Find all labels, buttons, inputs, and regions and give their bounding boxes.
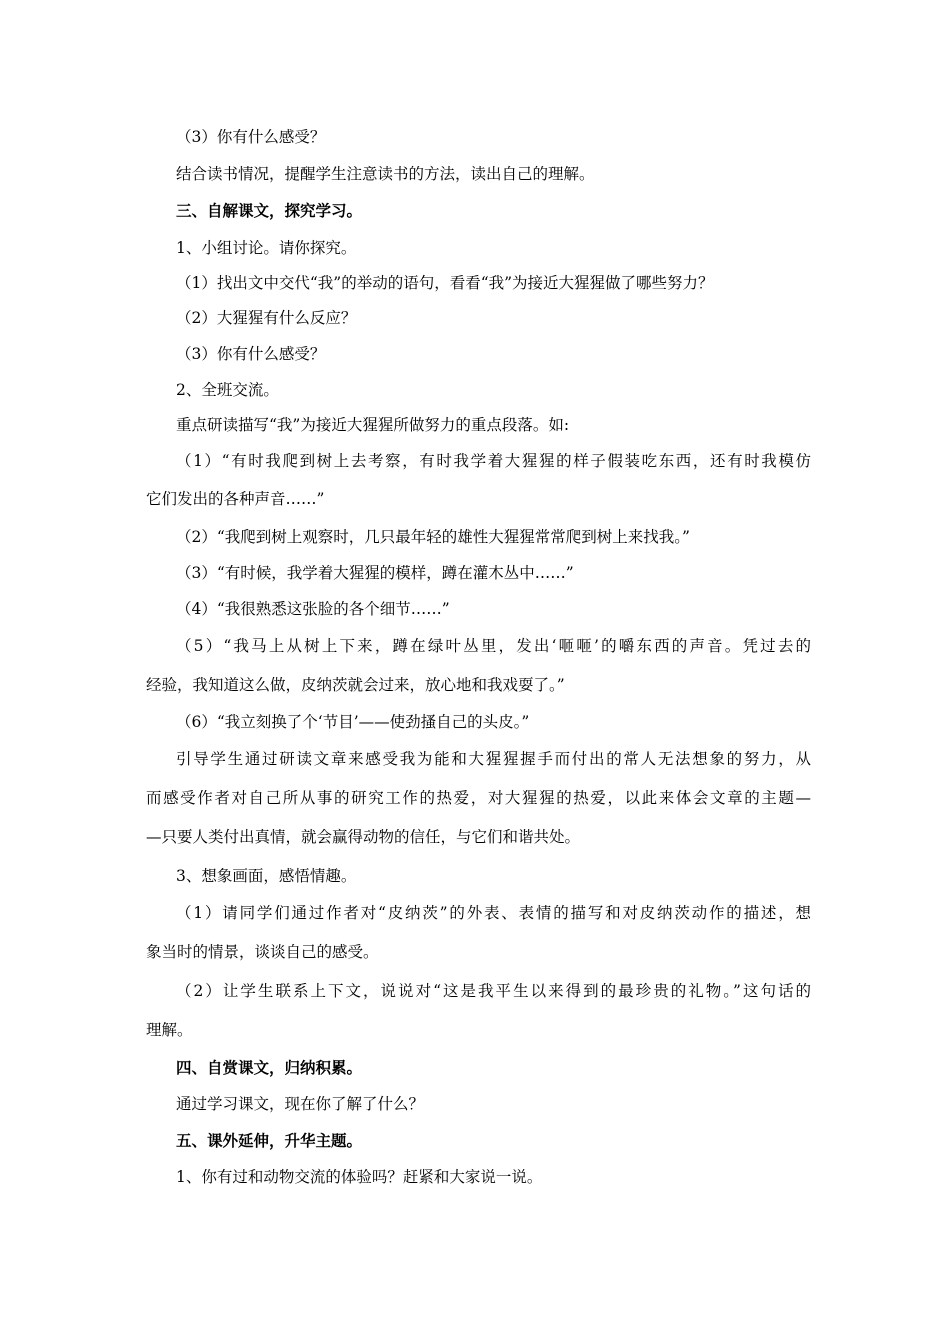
discussion-question-1: （1）找出文中交代“我”的举动的语句，看看“我”为接近大猩猩做了哪些努力？: [176, 274, 714, 292]
reading-guidance: 结合读书情况，提醒学生注意读书的方法，读出自己的理解。: [176, 165, 595, 183]
step-3-imagine: 3、想象画面，感悟情趣。: [176, 867, 357, 885]
guidance-paragraph-line-1: 引导学生通过研读文章来感受我为能和大猩猩握手而付出的常人无法想象的努力，从: [176, 750, 811, 768]
quote-1-line-2: 它们发出的各种声音……”: [146, 490, 325, 508]
imagine-item-1-line-2: 象当时的情景，谈谈自己的感受。: [146, 943, 379, 961]
discussion-question-2: （2）大猩猩有什么反应？: [176, 309, 357, 327]
quote-4: （4）“我很熟悉这张脸的各个细节……”: [176, 600, 450, 618]
imagine-item-2-line-1: （2）让学生联系上下文，说说对“这是我平生以来得到的最珍贵的礼物。”这句话的: [176, 982, 811, 1000]
guidance-paragraph-line-2: 而感受作者对自己所从事的研究工作的热爱，对大猩猩的热爱，以此来体会文章的主题—: [146, 789, 811, 807]
imagine-item-2-line-2: 理解。: [146, 1021, 193, 1039]
quote-2: （2）“我爬到树上观察时，几只最年轻的雄性大猩猩常常爬到树上来找我。”: [176, 528, 690, 546]
section-4-heading: 四、自赏课文，归纳积累。: [176, 1058, 363, 1077]
discussion-question-3: （3）你有什么感受？: [176, 345, 326, 363]
quote-5-line-2: 经验，我知道这么做，皮纳茨就会过来，放心地和我戏耍了。”: [146, 676, 565, 694]
section-5-heading: 五、课外延伸，升华主题。: [176, 1131, 363, 1150]
question-3-feeling: （3）你有什么感受？: [176, 128, 326, 146]
quote-3: （3）“有时候，我学着大猩猩的模样，蹲在灌木丛中……”: [176, 564, 574, 582]
section-4-question: 通过学习课文，现在你了解了什么？: [176, 1095, 425, 1113]
step-2-class-exchange: 2、全班交流。: [176, 381, 279, 399]
quote-1-line-1: （1）“有时我爬到树上去考察，有时我学着大猩猩的样子假装吃东西，还有时我模仿: [176, 452, 811, 470]
section-5-item-1: 1、你有过和动物交流的体验吗？赶紧和大家说一说。: [176, 1168, 543, 1186]
guidance-paragraph-line-3: —只要人类付出真情，就会赢得动物的信任，与它们和谐共处。: [146, 828, 581, 846]
section-3-heading: 三、自解课文，探究学习。: [176, 201, 363, 220]
step-1-group-discussion: 1、小组讨论。请你探究。: [176, 239, 357, 257]
quote-5-line-1: （5）“我马上从树上下来，蹲在绿叶丛里，发出‘咂咂’的嚼东西的声音。凭过去的: [176, 637, 811, 655]
quote-6: （6）“我立刻换了个‘节目’——使劲搔自己的头皮。”: [176, 713, 530, 731]
imagine-item-1-line-1: （1）请同学们通过作者对“皮纳茨”的外表、表情的描写和对皮纳茨动作的描述，想: [176, 904, 811, 922]
focus-reading-intro: 重点研读描写“我”为接近大猩猩所做努力的重点段落。如:: [176, 416, 570, 434]
